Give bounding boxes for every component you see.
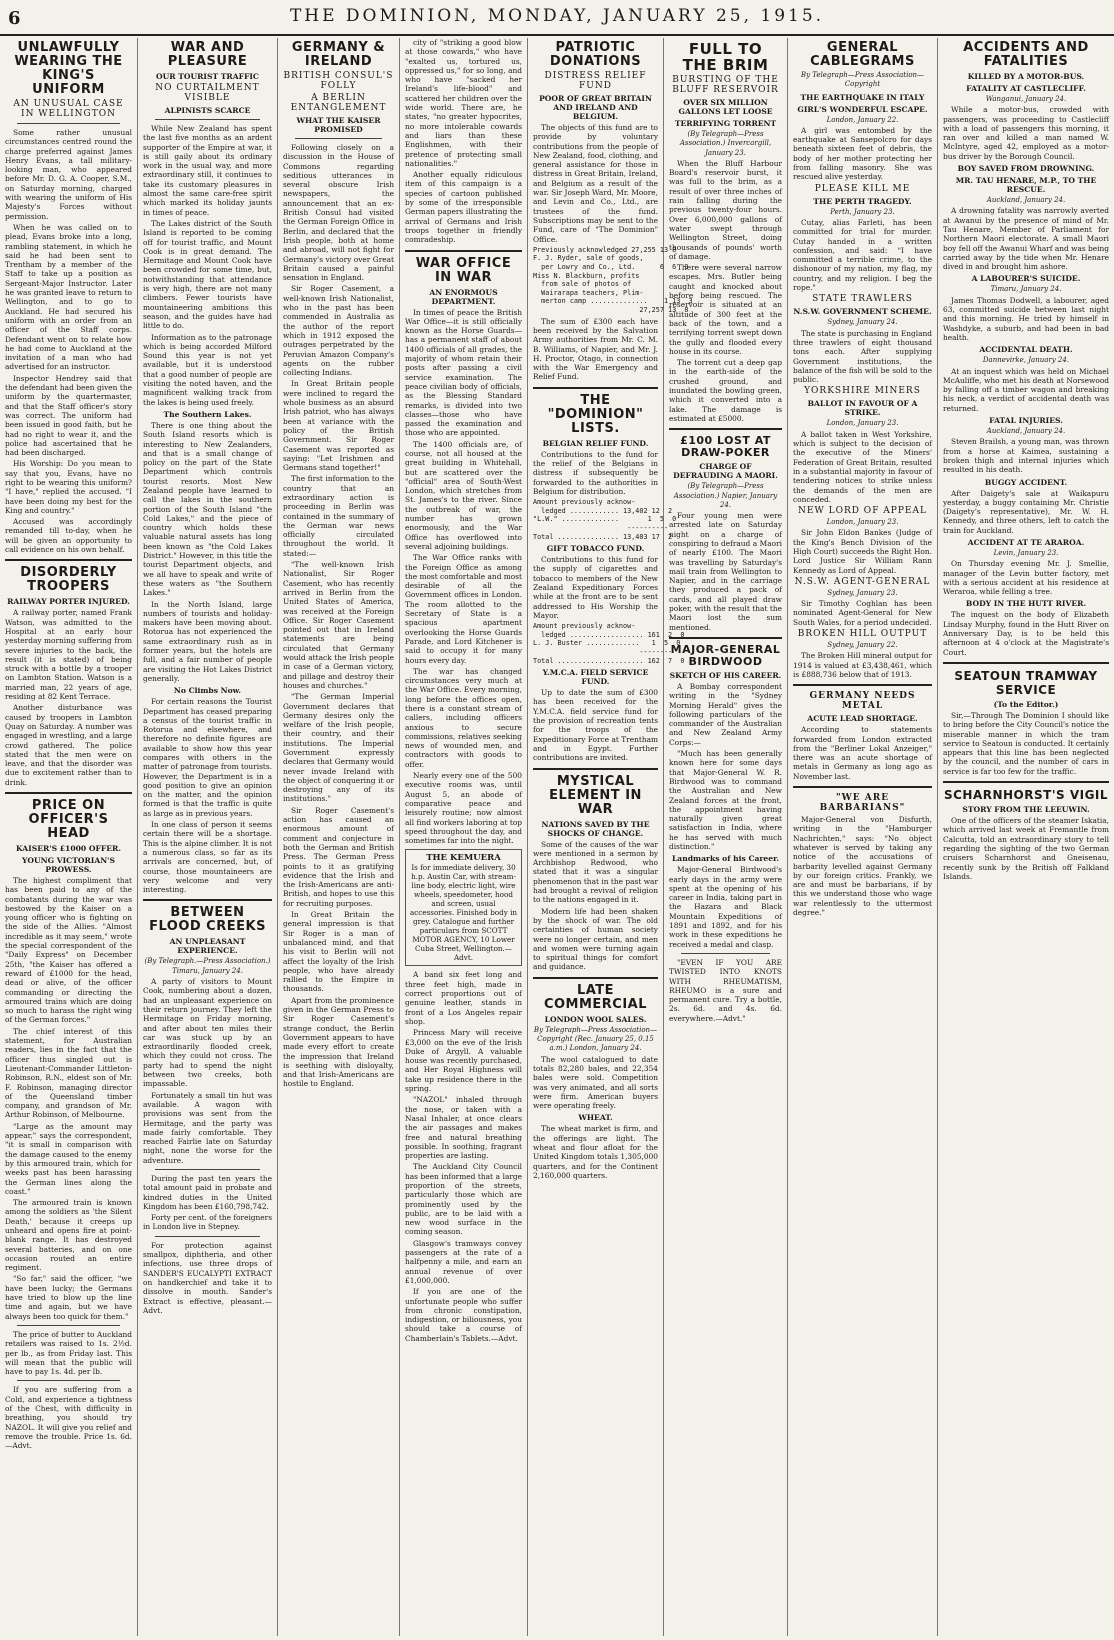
paragraph: "The well-known Irish Nationalist, Sir Roger Casement, who has recently arrived in Berlin from the United States of America, was received at the Foreign Office. Sir Roger Casement pointed out that in Ireland statements are being circulated that Germany would attack the Irish people in case of a German victory, and pillage and destroy their houses and churches.": [283, 560, 394, 690]
paragraph: Major-General Birdwood's early days in the army were spent at the opening of his career in India, taking part in the Hazara and Black Mountain Expeditions of 1891 and 1892, and for his work in these expeditions he received a medal and clasp.: [669, 865, 782, 949]
dateline: (By Telegraph.—Press Association.) Timaru, January 24.: [144, 957, 271, 975]
paragraph: In the North Island, large numbers of tourists and holiday-makers have been moving about. Rotorua has not experienced the same extraordinary rush as in former years, but the hotels are full, and a fair number of people are visiting the Hot Lakes District generally.: [143, 599, 272, 683]
headline-draw-poker: £100 LOST AT DRAW-POKER: [680, 434, 771, 460]
headline-seatoun-tramway: SEATOUN TRAMWAY SERVICE: [954, 668, 1098, 697]
advertisement: "EVEN IF YOU ARE TWISTED INTO KNOTS WITH RHEUMATISM, RHEUMO is a sure and permanent cure. Try a bottle, 2s. 6d. and 4s. 6d. everywhere.—Advt.": [669, 957, 782, 1023]
subhead: A BERLIN ENTANGLEMENT: [290, 93, 387, 113]
paragraph: Inspector Hendrey said that the defendant had been given the uniform by the quartermaster, and that the Staff officer's story was correct. The uniform had been issued in good faith, but he had no right to wear it, and the police had ascertained that he had been discharged.: [5, 373, 132, 458]
subhead: WHAT THE KAISER PROMISED: [296, 116, 381, 134]
paragraph: Apart from the prominence given in the German Press to Sir Roger Casement's strange conduct, the Berlin Government appears to have made every effort to create the impression that Ireland is seething with disloyalty, and that Irish-Americans are hostile to England.: [283, 995, 394, 1089]
subhead: (To the Editor.): [993, 699, 1059, 709]
divider: [17, 1325, 120, 1326]
headline-mystical-element: MYSTICAL ELEMENT IN WAR: [549, 773, 642, 817]
subhead: BROKEN HILL OUTPUT: [797, 629, 928, 640]
paragraph: The Broken Hill mineral output for 1914 is valued at £3,438,461, which is £888,736 below that of 1913.: [793, 651, 932, 679]
subhead: ALPINISTS SCARCE: [164, 106, 251, 115]
paragraph: Cutay, alias Farleti, has been committed for trial for murder. Cutay handed in a written confession, and said: "I have committed a terrible crime, to the dishonour of my nation, my flag, my country, and my religion. I beg the rope.": [793, 217, 932, 293]
paragraph: "Large as the amount may appear," says the correspondent, "it is small in comparison with the damage caused to the enemy by this armoured train, which for weeks past has been harassing the German lines along the coast.": [5, 1121, 132, 1196]
paragraph: The Auckland City Council has been informed that a large proportion of the streets, particularly those which are prominently used by the public, are to be laid with a new wood surface in the coming season.: [405, 1162, 522, 1237]
subhead: THE EARTHQUAKE IN ITALY: [800, 92, 925, 102]
paragraph: The armoured train is known among the soldiers as 'the Silent Death,' because it creeps up unheard and opens fire at point-blank range. It has destroyed several batteries, and on one occasion routed an entire regiment.: [5, 1198, 132, 1273]
paragraph: While a motor-bus, crowded with passengers, was proceeding to Castlecliff with a load of passengers this morning, it ran over and killed a man named W. McIntyre, aged 42, employed as a motor-bus driver by the Borough Council.: [943, 105, 1109, 161]
paragraph: While New Zealand has spent the last five months as an ardent supporter of the Empire at war, it is still gaily about its ordinary work in the usual way, and more extraordinary still, it continues to take its customary pleasures in almost the same care-free spirit which marked its holiday jaunts in times of peace.: [143, 124, 272, 217]
subhead: PLEASE KILL ME: [814, 183, 911, 194]
paragraph: The torrent cut a deep gap in the earth-side of the crushed ground, and inundated the bowling green, which it converted into a lake. The damage is estimated at £5000.: [669, 358, 782, 423]
paragraph: The wheat market is firm, and the offerings are light. The wheat and flour afloat for the United Kingdom totals 1,305,000 quarters, and for the Continent 2,160,000 quarters.: [533, 1124, 658, 1180]
section-heading: Landmarks of his Career.: [671, 854, 780, 864]
paragraph: Some rather unusual circumstances centred round the charge preferred against James Henry Evans, a tall military-looking man, who appeared before Mr. D. G. A. Cooper, S.M., on Saturday morning, charged with wearing the uniform of His Majesty's Forces without permission.: [5, 128, 132, 221]
subhead: A LABOURER'S SUICIDE.: [971, 274, 1081, 284]
dateline: Timaru, January 24.: [990, 285, 1062, 294]
paragraph: A party of visitors to Mount Cook, numbering about a dozen, had an unpleasant experience on their return journey. They left the Hermitage on Friday morning, and after about ten miles their car was stuck up by an extraordinarily flooded creek, which they could not cross. The party had to spend the night between two creeks, both impassable.: [143, 977, 272, 1089]
paragraph: A Bombay correspondent writing in the "Sydney Morning Herald" gives the following particulars of the commander of the Australian and New Zealand Army Corps:—: [669, 681, 782, 747]
subhead: "WE ARE BARBARIANS": [819, 793, 906, 814]
subhead: OVER SIX MILLION GALLONS LET LOOSE: [678, 98, 773, 116]
subhead: NATIONS SAVED BY THE SHOCKS OF CHANGE.: [541, 819, 650, 838]
column-7: [788, 38, 938, 1636]
donation-table: Previously acknowledged 27,255 13 8 F. J. Ryder, sale of goods, per Lowry and Co., Ltd. 6 6 9 Miss N. Blackburn, profits from sale of photos of Wairarapa teachers, Plim- merton camp .............. 1 13 3 27,257 13 8: [533, 245, 693, 315]
paragraph: A ballot taken in West Yorkshire, which is subject to the decision of the executive of the Miners' Federation of Great Britain, resulted in a substantial majority in favour of tendering notices to strike unless the demands of the men are conceded.: [793, 429, 932, 504]
paragraph: The War Office ranks with the Foreign Office as among the most comfortable and most desirable of all the Government offices in London. The room allotted to the Secretary of State is a spacious apartment overlooking the Horse Guards Parade, and Lord Kitchener is said to occupy it for many hours every day.: [405, 553, 522, 665]
divider: [533, 768, 658, 770]
paragraph: Sir,—Through The Dominion I should like to bring before the City Council's notice the miserable manner in which the tram service to Seatoun is conducted. It certainly appears that this line has been neglected by the council, and the number of cars in service is far too few for the traffic.: [943, 710, 1109, 776]
subhead: GERMANY NEEDS METAL: [809, 691, 916, 712]
paragraph: The price of butter to Auckland retailers was raised to 1s. 2½d. per lb., as from Friday last. This will mean that the public will have to pay 1s. 4d. per lb.: [5, 1329, 132, 1377]
column-6: [664, 38, 788, 1636]
paragraph: The war has changed circumstances very much at the War Office. Every morning, long before the offices open, there is a constant stream of callers, including officers anxious to secure commissions, relatives seeking news of wounded men, and contractors with goods to offer.: [405, 666, 522, 769]
advertisement: If you are suffering from a Cold, and experience a tightness of the Chest, with difficulty in breathing, you should try NAZOL. It will give you relief and remove the trouble. Price 1s. 6d.—Advt.: [5, 1385, 132, 1451]
subhead: ACCIDENTAL DEATH.: [979, 345, 1073, 355]
ad-title: THE KEMUERA: [426, 853, 501, 864]
subhead: BODY IN THE HUTT RIVER.: [965, 599, 1087, 609]
dateline: Wanganui, January 24.: [985, 95, 1067, 103]
divider: [533, 977, 658, 979]
paragraph: According to statements forwarded from London extracted from the "Berliner Lokal Anzeiger," there was an acute shortage of metals in Germany as long ago as November last.: [793, 725, 932, 781]
dateline: Dannevirke, January 24.: [982, 356, 1070, 365]
headline-flood-creeks: BETWEEN FLOOD CREEKS: [149, 905, 266, 935]
subhead: STORY FROM THE LEEUWIN.: [962, 805, 1090, 815]
subhead: ACUTE LEAD SHORTAGE.: [807, 714, 918, 724]
paragraph: On Thursday evening Mr. J. Smellie, manager of the Levin butter factory, met with a serious accident at his residence at Weraroa, while felling a tree.: [943, 559, 1109, 597]
donation-table: Amount previously acknow- ledged ............ 13,402 12 2 "L.W." .............. 1 5 0 ---------- Total ............... 13,403 17 2: [533, 498, 677, 541]
paragraph: The first information to the country that an extraordinary action is proceeding in Berlin was contained in the summary of the German war news officially circulated throughout the world. It stated:—: [283, 474, 394, 558]
paragraph: The 1400 officials are, of course, not all housed at the great building in Whitehall, but are scattered over the "official" area of South-West London, which stretches from St. James's to the river. Since the outbreak of war, the number has grown enormously, and the War Office has overflowed into several adjoining buildings.: [405, 439, 522, 551]
divider: [669, 428, 782, 430]
paragraph: "NAZOL" inhaled through the nose, or taken with a Nasal Inhaler, at once clears the air passages and makes free and natural breathing possible. In soothing, fragrant properties are lasting.: [405, 1095, 522, 1161]
paragraph: The Lakes district of the South Island is reported to be coming off for tourist traffic, and Mount Cook is in great demand. The Hermitage and Mount Cook have been crowded for some time, but, notwithstanding that attendance is very high, there are not many climbers. Fewer tourists have mountaineering ambitions this season, and the guides have had little to do.: [143, 218, 272, 331]
column-3: [278, 38, 400, 1636]
paragraph: Contributions to the fund for the relief of the Belgians in distress if subsequently be forwarded to the authorities in Belgium for distribution.: [533, 449, 658, 496]
paragraph: In Great Britain people were inclined to regard the whole business as an absurd Irish patriot, who has always been at variance with the policy of the British Government. Sir Roger Casement was reported as saying: "Let Irishmen and Germans stand together!": [283, 379, 394, 473]
subhead: GIFT TOBACCO FUND.: [546, 544, 645, 554]
subhead: RAILWAY PORTER INJURED.: [7, 597, 130, 607]
paragraph: Glasgow's tramways convey passengers at the rate of a halfpenny a mile, and earn an annual revenue of over £1,000,000.: [405, 1238, 522, 1285]
paragraph: One of the officers of the steamer Iskatia, which arrived last week at Fremantle from Calcutta, told an extraordinary story to tell regarding the sighting of the two German cruisers Scharnhorst and Gneisenau, recently sunk by the British off Falkland Islands.: [943, 816, 1109, 881]
dateline: Sydney, January 23.: [827, 588, 898, 597]
page-number: 6: [8, 8, 21, 29]
subhead: BALLOT IN FAVOUR OF A STRIKE.: [807, 399, 918, 418]
divider: [5, 792, 132, 794]
subhead: LONDON WOOL SALES.: [544, 1014, 647, 1024]
paragraph: city of "striking a good blow at those cowards," who have "exalted us, tortured us, oppressed us," for so long, and who have "sacked her Ireland's life-blood" and scattered her children over the wide world. There are, he states, "no greater hypocrites, no more intolerable cowards and liars than these Englishmen, with their pretence of protecting small nationalities.": [405, 38, 523, 168]
subhead: AN UNPLEASANT EXPERIENCE.: [169, 937, 246, 956]
headline-scharnhorst: SCHARNHORST'S VIGIL: [943, 788, 1109, 803]
paragraph: The objects of this fund are to provide by voluntary contributions from the people of New Zealand, food, clothing, and general assistance for those in distress in Great Britain, Ireland, and Belgium as a result of the war. Sir Joseph Ward, Mr. Moore, and Levin and Co., Ltd., are trustees of the fund. Subscriptions may be sent to the Fund, care of "The Dominion" Office.: [533, 123, 658, 244]
masthead: [0, 0, 1114, 36]
paragraph: His Worship: Do you mean to say that you, Evans, have no right to be wearing this uniform? "I have," replied the accused. "I have been doing my best for the King and country.": [5, 459, 132, 515]
headline-patriotic-donations: PATRIOTIC DONATIONS: [549, 40, 642, 69]
ad-body: Is for immediate delivery, 30 h.p. Austin Car, with stream-line body, electric light, wire wheels, speedometer, hood and screen, usual accessories. Finished body in grey. Catalogue and further particulars from SCOTT MOTOR AGENCY, 10 Lower Cuba Street, Wellington.—Advt.: [409, 863, 517, 963]
paragraph: Accused was accordingly remanded till to-day, when he will be given an opportunity to call evidence on his own behalf.: [5, 517, 132, 555]
divider: [155, 119, 260, 120]
paragraph: Sir Roger Casement's action has caused an enormous amount of comment and conjecture in both the German and British Press. The German Press points to it as gratifying evidence that the Irish and the Irish-Americans are anti-British, and hopes to use this for recruiting purposes.: [283, 805, 394, 908]
subhead: POOR OF GREAT BRITAIN AND IRELAND AND BELGIUM.: [539, 94, 652, 121]
dateline: Auckland, January 24.: [986, 196, 1066, 205]
divider: [793, 684, 932, 686]
donation-table: Amount previously acknow- ledged .................. 161 2 0 L. J. Buster ............. 1 5 0 -------- Total ..................... 162 7 0: [533, 622, 685, 665]
paragraph: Information as to the patronage which is being accorded Milford Sound this year is not yet available, but it is understood that a good number of people are visiting the noted haven, and the magnificent walking track from the lakes is being used freely.: [143, 332, 272, 407]
paragraph: During the past ten years the total amount paid in probate and kindred duties in the United Kingdom has been £160,798,742.: [143, 1173, 272, 1211]
paragraph: Some of the causes of the war were mentioned in a sermon by Archbishop Redwood, who stated that it was a singular phenomenon that in the past war had brought a revival of religion to the nations engaged in it.: [533, 839, 658, 905]
subhead: BUGGY ACCIDENT.: [984, 477, 1068, 487]
subhead: CHARGE OF DEFRAUDING A MAORI.: [673, 462, 778, 481]
divider: [17, 1380, 120, 1381]
advertisement-box: [405, 849, 522, 966]
paragraph: Fortunately a small tin hut was available. A wagon with provisions was sent from the Hermitage, and the party was made fairly comfortable. They reached Fairlie late on Saturday night, none the worse for the adventure.: [143, 1090, 272, 1165]
paragraph: "The German Imperial Government declares that Germany desires only the welfare of the Irish people, their country, and their institutions. The Imperial Government expressly declares that Germany would never invade Ireland with the object of conquering it or destroying any of its institutions.": [283, 692, 394, 804]
paragraph: Contributions to this fund for the supply of cigarettes and tobacco to members of the New Zealand Expeditionary Forces while at the front are to be sent addressed to His Worship the Mayor.: [533, 555, 658, 620]
divider: [295, 138, 382, 139]
paragraph: When he was called on to plead, Evans broke into a long, rambling statement, in which he said he had been sent to Trentham by a member of the Staff to take up a position as Sergeant-Major Instructor. Later he was granted leave to return to Wellington, and to go to Auckland. He had secured his uniform with an order from an officer of the Staff corps. Defendant went on to relate how he had come to Auckland at the invitation of a man who had advertised for an instructor.: [5, 222, 132, 372]
advertisement: If you are one of the unfortunate people who suffer from chronic constipation, indigestion, or biliousness, you should take a course of Chamberlain's Tablets.—Advt.: [405, 1287, 522, 1343]
paragraph: The highest compliment that has been paid to any of the combatants during the war was bestowed by the Kaiser on a young officer who is fighting on the side of the Allies. "Almost incredible as it may seem," wrote the special correspondent of the "Daily Express" on December 25th, "the Kaiser has offered a reward of £1000 for the head, dead or alive, of the officer commanding or directing the armoured trains which are doing so much to harass the right wing of the German forces.": [5, 876, 132, 1025]
paragraph: Modern life had been shaken by the shock of war. The old certainties of human society were no longer certain, and men and women were turning again to spiritual things for comfort and guidance.: [533, 906, 658, 972]
paragraph: Sir Roger Casement, a well-known Irish Nationalist, who in the past has been commended in Australia as the author of the report which in 1912 exposed the outrages perpetrated by the Peruvian Amazon Company's agents on the rubber collecting Indians.: [283, 284, 394, 378]
paragraph: Major-General von Disfurth, writing in the "Hamburger Nachrichten," says: "No object whatever is served by taking any notice of the accusations of barbarity levelled against Germany by our foreign critics. Frankly, we are and must be barbarians, if by this we understand those who wage war relentlessly to the uttermost degree.": [793, 815, 932, 917]
paragraph: A band six feet long and three feet high, made in correct proportions out of genuine leather, stands in front of a Los Angeles repair shop.: [405, 970, 522, 1026]
paragraph: James Thomas Dodwell, a labourer, aged 63, committed suicide between last night and this morning. He tried by himself in Washdyke, a suburb, and had been in bad health.: [943, 295, 1109, 342]
paragraph: Steven Brailsh, a young man, was thrown from a horse at Kaimea, sustaining a broken thigh and internal injuries which resulted in his death.: [943, 437, 1109, 475]
paragraph: Sir John Eldon Bankes (Judge of the King's Bench Division of the High Court) succeeds the Right Hon. Lord Justice Sir William Rann Kennedy as Lord of Appeal.: [793, 528, 932, 575]
headline-war-pleasure: WAR AND PLEASURE: [167, 40, 248, 69]
paragraph: Sir Timothy Coghlan has been nominated Agent-General for New South Wales, for a period undecided.: [793, 599, 932, 627]
paragraph: Nearly every one of the 500 executive rooms was, until August 5, an abode of comparative peace and leisurely routine; now almost all find workers laboring at top speed throughout the day, and sometimes far into the night.: [405, 771, 522, 846]
dateline: London, January 22.: [826, 115, 899, 124]
dateline: By Telegraph—Press Association—Copyright (Rec. January 25, 0.15 a.m.) London, January 24.: [533, 1025, 658, 1053]
headline-germany-ireland: GERMANY & IRELAND: [291, 40, 386, 69]
paragraph: Following closely on a discussion in the House of Commons regarding seditious utterances in several obscure Irish newspapers, the announcement that an ex-British Consul had visited the German Foreign Office in Berlin, and declared that the Irish people, both at home and abroad, will not fight for Germany's victory over Great Britain caused a painful sensation in England.: [283, 143, 394, 283]
paragraph: A drowning fatality was narrowly averted at Awanui by the presence of mind of Mr. Tau Henare, Member of Parliament for Northern Maori electorate. A small Maori boy fell off the Awanui Wharf and was being carried away by the tide when Mr. Henare dived in and brought him ashore.: [943, 206, 1109, 272]
paragraph: "So far," said the officer, "we have been lucky; the Germans have tried to blow up the line time and again, but we have always been too quick for them.": [5, 1274, 132, 1321]
dateline: Perth, January 23.: [830, 207, 895, 216]
paragraph: Princess Mary will receive £3,000 on the eve of the Irish Duke of Argyll. A valuable house was recently purchased, and Her Royal Highness will take up residence there in the spring.: [405, 1028, 522, 1094]
headline-troopers: DISORDERLY TROOPERS: [20, 565, 117, 595]
subhead: YOUNG VICTORIAN'S PROWESS.: [22, 856, 115, 874]
subhead: BOY SAVED FROM DROWNING.: [957, 164, 1095, 174]
subhead: N.S.W. AGENT-GENERAL: [794, 576, 931, 587]
section-heading: The Southern Lakes.: [163, 409, 252, 419]
newspaper-page: [0, 38, 1114, 1638]
subhead: N.S.W. GOVERNMENT SCHEME.: [793, 307, 932, 317]
paragraph: The chief interest of this statement, for Australian readers, lies in the fact that the officer thus singled out is Lieutenant-Commander Littleton-Robinson, R.N., eldest son of Mr. F. Robinson, managing director of the Queensland timber company, and grandson of Mr. Arthur Robinson, of Melbourne.: [5, 1026, 132, 1120]
divider: [533, 387, 658, 389]
subhead: NEW LORD OF APPEAL: [798, 506, 927, 517]
headline-uniform: UNLAWFULLY WEARING THE KING'S UNIFORM: [14, 40, 123, 97]
divider: [155, 1236, 260, 1237]
subhead: MR. TAU HENARE, M.P., TO THE RESCUE.: [955, 176, 1097, 195]
dateline: Levin, January 23.: [993, 548, 1059, 557]
headline-full-to-brim: FULL TO THE BRIM: [682, 40, 769, 74]
divider: [943, 781, 1109, 783]
paragraph: In one class of person it seems certain there will be a shortage. This is the alpine climber. It is not a numerous class, so far as its arrivals are concerned, but, of course, those mountaineers are very welcome and very interesting.: [143, 820, 272, 895]
divider: [143, 899, 272, 901]
subhead: AN ENORMOUS DEPARTMENT.: [429, 287, 498, 306]
advertisement: For protection against smallpox, diphtheria, and other infections, use three drops of SANDER'S EUCALYPTI EXTRACT on handkerchief and take it to dissolve in mouth. Sander's Extract is effective, pleasant.—Advt.: [143, 1240, 272, 1315]
subhead: BURSTING OF THE BLUFF RESERVOIR: [672, 75, 779, 95]
column-5: [528, 38, 693, 1636]
headline-officer-price: PRICE ON OFFICER'S HEAD: [28, 798, 109, 841]
subhead: KILLED BY A MOTOR-BUS.: [967, 72, 1085, 81]
dateline: Sydney, January 24.: [827, 318, 898, 327]
subhead: BELGIAN RELIEF FUND.: [542, 438, 649, 448]
column-4: [400, 38, 528, 1636]
subhead: OUR TOURIST TRAFFIC: [156, 72, 259, 81]
paragraph: The inquest on the body of Elizabeth Lindsay Murphy, found in the Hutt River on Anniversary Day, is to be held this afternoon at 4 o'clock at the Magistrate's Court.: [943, 610, 1109, 657]
credit-line: By Telegraph—Press Association—Copyright: [800, 71, 925, 89]
column-2: [138, 38, 278, 1636]
paragraph: When the Bluff Harbour Board's reservoir burst, it was full to the brim, as a result of over three inches of rain falling during the previous twenty-four hours. Over 6,000,000 gallons of water swept through Wellington Street, doing thousands of pounds' worth of damage.: [669, 158, 782, 261]
subhead: ACCIDENT AT TE ARAROA.: [967, 537, 1085, 547]
subhead: GIRL'S WONDERFUL ESCAPE.: [797, 104, 928, 114]
headline-birdwood: MAJOR-GENERAL BIRDWOOD: [670, 642, 781, 668]
section-heading: No Climbs Now.: [173, 686, 242, 696]
dateline: Auckland, January 24.: [986, 427, 1066, 436]
paragraph: Another disturbance was caused by troopers in Lambton Quay on Saturday. A number was engaged in wrestling, and a large crowd gathered. The police stated that the men were on leave, and that the disorder was due to excitement rather than to drink.: [5, 703, 132, 787]
dateline: London, January 23.: [826, 419, 899, 428]
subhead: WHEAT.: [578, 1113, 613, 1123]
paragraph: The wool catalogued to date totals 82,280 bales, and 22,354 bales were sold. Competition was very animated, and all sorts were firm. American buyers were operating freely.: [533, 1054, 658, 1111]
headline-general-cablegrams: GENERAL CABLEGRAMS: [810, 40, 915, 69]
subhead: BRITISH CONSUL'S FOLLY: [283, 71, 394, 91]
paragraph: A girl was entombed by the earthquake at Sansepolcro for days beneath sixteen feet of debris, the body of her mother protecting her from falling masonry. She was rescued alive yesterday.: [793, 125, 932, 182]
headline-war-office: WAR OFFICE IN WAR: [415, 255, 512, 285]
subhead: DISTRESS RELIEF FUND: [544, 71, 647, 91]
divider: [669, 637, 782, 639]
divider: [681, 953, 770, 954]
column-8: [938, 38, 1114, 1636]
paragraph: In Great Britain the general impression is that Sir Roger is a man of unbalanced mind, and that his visit to Berlin will not affect the loyalty of the Irish people, who have already rallied to the Empire in thousands.: [283, 910, 394, 994]
divider: [793, 786, 932, 788]
subhead: AN UNUSUAL CASE IN WELLINGTON: [13, 99, 124, 119]
paragraph: After Daigety's sale at Waikapuru yesterday, a buggy containing Mr. Christie (Daigety's representative), Mr. W. H. Kennedy, and three others, left to catch the train for Auckland.: [943, 488, 1109, 535]
paragraph: At an inquest which was held on Michael McAuliffe, who met his death at Norsewood by falling off a timber wagon and breaking his neck, a verdict of accidental death was returned.: [943, 366, 1109, 413]
subhead: KAISER'S £1000 OFFER.: [16, 844, 121, 853]
paragraph: The sum of £300 each have been received by the Salvation Army authorities from Mr. C. M. B. Williams, of Napier, and Mr. J. H. Proctor, Otago, in connection with the War Emergency and Relief Fund.: [533, 316, 658, 382]
subhead: STATE TRAWLERS: [812, 294, 913, 305]
column-1: [0, 38, 138, 1636]
subhead: TERRIFYING TORRENT: [674, 119, 777, 128]
paragraph: Another equally ridiculous item of this campaign is a species of cartoon published by some of the irresponsible German papers illustrating the arrival of Germans and Irish troops together in friendly comradeship.: [405, 170, 522, 245]
divider: [5, 559, 132, 561]
paragraph: Forty per cent. of the foreigners in London live in Stepney.: [143, 1213, 272, 1232]
headline-dominion-lists: THE "DOMINION" LISTS.: [547, 392, 644, 436]
newspaper-title: THE DOMINION, MONDAY, JANUARY 25, 1915.: [289, 6, 825, 26]
dateline: Sydney, January 22.: [827, 641, 898, 650]
paragraph: In times of peace the British War Office—it is still officially known as the Horse Guards—has a permanent staff of about 1400 officials of all grades, the majority of whom retain their posts after passing a civil service examination. The peace civilian body of officials, as the Blessing Standard remarks, is divided into two classes—those who have passed the examination and those who are appointed.: [405, 307, 522, 438]
paragraph: The state is purchasing in England three trawlers of eight thousand tons each. After supplying Government institutions, the balance of the fish will be sold to the public.: [793, 328, 932, 385]
paragraph: "Much has been generally known here for some days that Major-General W. R. Birdwood was to command the Australian and New Zealand forces at the front, the appointment having naturally given great satisfaction in India, where he has served with much distinction.": [669, 749, 782, 851]
paragraph: For certain reasons the Tourist Department has ceased preparing a census of the tourist traffic in Rotorua and elsewhere, and therefore no definite figures are available to show how this year compares with others in the matter of patronage from tourists. However, the Department is in a good position to give an opinion on the matter, and the opinion formed is that the traffic is quite as large as in previous years.: [143, 697, 272, 818]
subhead: SKETCH OF HIS CAREER.: [669, 670, 782, 680]
dateline: (By Telegraph—Press Association.) Napier, January 24.: [673, 482, 778, 509]
dateline: London, January 23.: [826, 518, 899, 527]
subhead: THE PERTH TRAGEDY.: [813, 196, 912, 206]
subhead: YORKSHIRE MINERS: [804, 386, 921, 397]
paragraph: A railway porter, named Frank Watson, was admitted to the Hospital at an early hour yesterday morning suffering from severe injuries to the back, the result (it is stated) of being struck with a bottle by a trooper on Lambton Station. Watson is a married man, 22 years of age, residing at 82 Kent Terrace.: [5, 608, 132, 702]
headline-late-commercial: LATE COMMERCIAL: [543, 982, 648, 1012]
subhead: FATAL INJURIES.: [989, 416, 1063, 426]
subhead: Y.M.C.A. FIELD SERVICE FUND.: [542, 668, 649, 687]
subhead: NO CURTAILMENT VISIBLE: [155, 83, 260, 103]
paragraph: There is one thing about the South Island resorts which is interesting to New Zealanders, and that is a small change of policy on the part of the State Department which controls tourist resorts. Most New Zealand people have learned to call the lakes in the southern portion of the South Island "the Cold Lakes," and the piece of country which holds these valuable natural assets has long been known as "the Cold Lakes District." However, in this title the tourist Department objects, and we all have to speak and write of these waters as "the Southern Lakes.": [143, 420, 272, 598]
dateline: (By Telegraph—Press Association.) Invercargill, January 23.: [679, 130, 772, 157]
subhead: FATALITY AT CASTLECLIFF.: [966, 84, 1086, 93]
divider: [155, 1169, 260, 1170]
divider: [405, 250, 522, 252]
divider: [17, 123, 120, 124]
paragraph: Four young men were arrested late on Saturday night on a charge of conspiring to defraud a Maori of nearly £100. The Maori was travelling by Saturday's mail train from Wellington to Napier, and in the carriage they produced a pack of cards, and all played draw poker, with the result that the Maori lost the sum mentioned.: [669, 511, 782, 632]
paragraph: Up to date the sum of £300 has been received for the Y.M.C.A. field service fund for the provision of recreation tents for the troops of the Expeditionary Force at Trentham and in Egypt. Further contributions are invited.: [533, 688, 658, 763]
paragraph: There were several narrow escapes. Mrs. Butler being caught and knocked about before being rescued. The reservoir is situated at an altitude of 300 feet at the back of the town, and a terrifying torrent swept down the gully and flooded every house in its course.: [669, 263, 782, 356]
divider: [943, 662, 1109, 664]
headline-accidents: ACCIDENTS AND FATALITIES: [963, 40, 1089, 69]
